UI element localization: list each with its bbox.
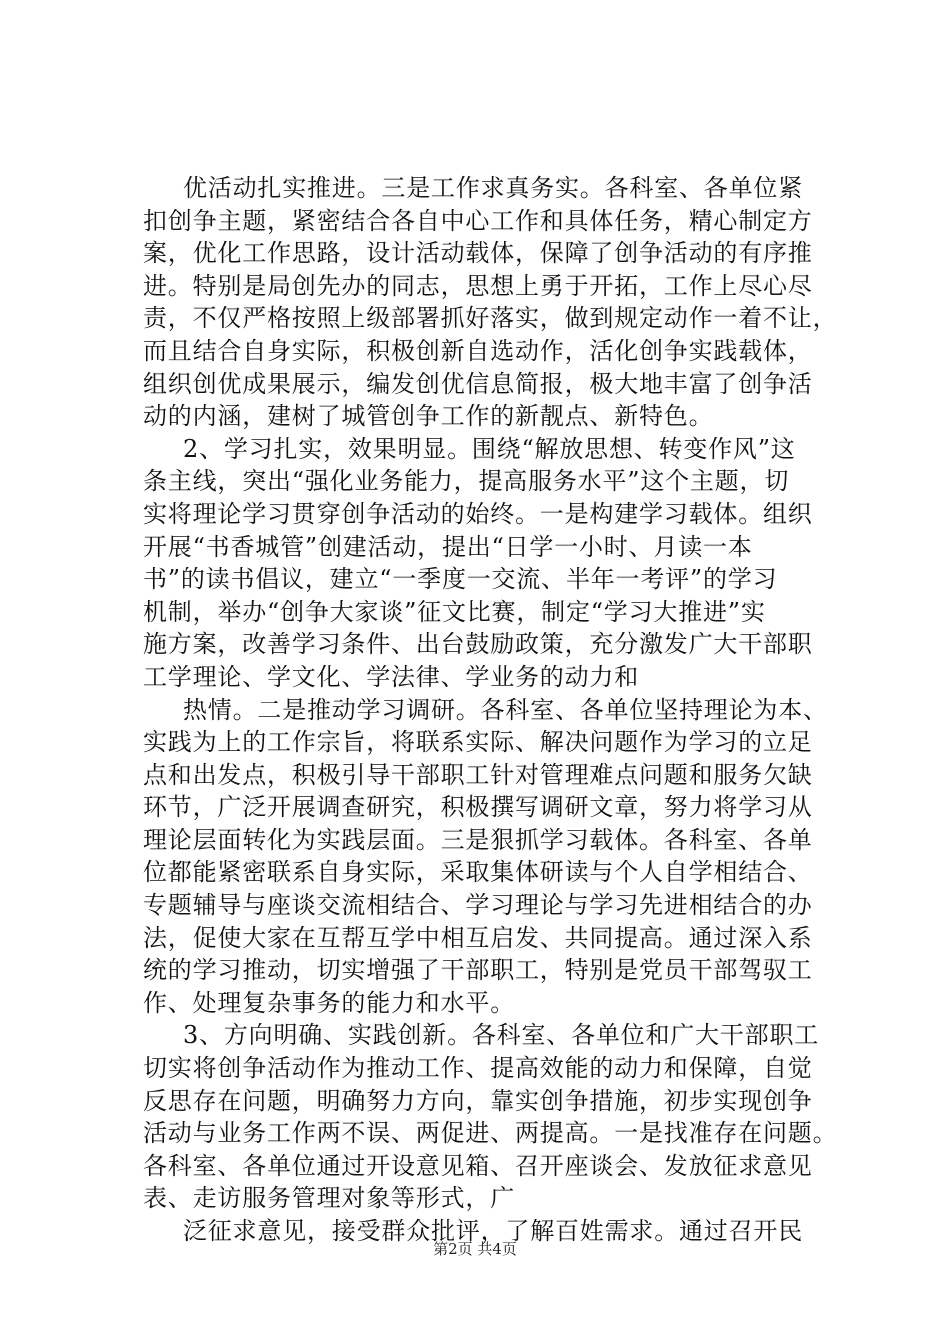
text-line: 责，不仅严格按照上级部署抓好落实，做到规定动作一着不让， <box>143 304 838 333</box>
text-line: 条主线，突出“强化业务能力，提高服务水平”这个主题，切 <box>143 467 790 496</box>
body-text <box>143 172 851 1248</box>
text-line: 反思存在问题，明确努力方向，靠实创争措施，初步实现创争 <box>143 1086 813 1115</box>
text-line: 表、走访服务管理对象等形式，广 <box>143 1184 515 1213</box>
text-line: 法，促使大家在互帮互学中相互启发、共同提高。通过深入系 <box>143 923 813 952</box>
text-line: 开展“书香城管”创建活动，提出“日学一小时、月读一本 <box>143 532 753 561</box>
text-line: 活动与业务工作两不误、两促进、两提高。一是找准存在问题。 <box>143 1119 838 1148</box>
text-line: 泛征求意见，接受群众批评，了解百姓需求。通过召开民 <box>183 1217 803 1245</box>
text-line: 实将理论学习贯穿创争活动的始终。一是构建学习载体。组织 <box>143 499 813 528</box>
text-line: 进。特别是局创先办的同志，思想上勇于开拓，工作上尽心尽 <box>143 271 813 300</box>
text-line: 实践为上的工作宗旨，将联系实际、解决问题作为学习的立足 <box>143 728 813 757</box>
text-line: 位都能紧密联系自身实际，采取集体研读与个人自学相结合、 <box>143 858 813 887</box>
text-line: 扣创争主题，紧密结合各自中心工作和具体任务，精心制定方 <box>143 206 813 235</box>
text-line: 专题辅导与座谈交流相结合、学习理论与学习先进相结合的办 <box>143 891 813 920</box>
text-line: 环节，广泛开展调查研究，积极撰写调研文章，努力将学习从 <box>143 793 813 822</box>
text-line: 点和出发点，积极引导干部职工针对管理难点问题和服务欠缺 <box>143 760 813 789</box>
text-line: 书”的读书倡议，建立“一季度一交流、半年一考评”的学习 <box>143 565 778 594</box>
text-line: 而且结合自身实际，积极创新自选动作，活化创争实践载体， <box>143 336 813 365</box>
text-line: 各科室、各单位通过开设意见箱、召开座谈会、发放征求意见 <box>143 1151 813 1180</box>
text-line: 机制，举办“创争大家谈”征文比赛，制定“学习大推进”实 <box>143 597 766 626</box>
text-line: 优活动扎实推进。三是工作求真务实。各科室、各单位紧 <box>183 174 803 202</box>
text-line: 动的内涵，建树了城管创争工作的新靓点、新特色。 <box>143 402 714 431</box>
text-line: 2、学习扎实，效果明显。围绕“解放思想、转变作风”这 <box>183 434 796 463</box>
text-line: 施方案，改善学习条件、出台鼓励政策，充分激发广大干部职 <box>143 630 813 659</box>
text-line: 案，优化工作思路，设计活动载体，保障了创争活动的有序推 <box>143 239 813 268</box>
text-line: 切实将创争活动作为推动工作、提高效能的动力和保障，自觉 <box>143 1054 813 1083</box>
text-line: 热情。二是推动学习调研。各科室、各单位坚持理论为本、 <box>183 695 828 724</box>
text-line: 3、方向明确、实践创新。各科室、各单位和广大干部职工 <box>183 1021 820 1050</box>
text-line: 作、处理复杂事务的能力和水平。 <box>143 988 515 1017</box>
text-line: 统的学习推动，切实增强了干部职工，特别是党员干部驾驭工 <box>143 956 813 985</box>
text-line: 工学理论、学文化、学法律、学业务的动力和 <box>143 662 639 691</box>
text-line: 理论层面转化为实践层面。三是狠抓学习载体。各科室、各单 <box>143 825 813 854</box>
page-number-footer: 第2页 共4页 <box>433 1240 517 1258</box>
text-line: 组织创优成果展示，编发创优信息简报，极大地丰富了创争活 <box>143 369 813 398</box>
